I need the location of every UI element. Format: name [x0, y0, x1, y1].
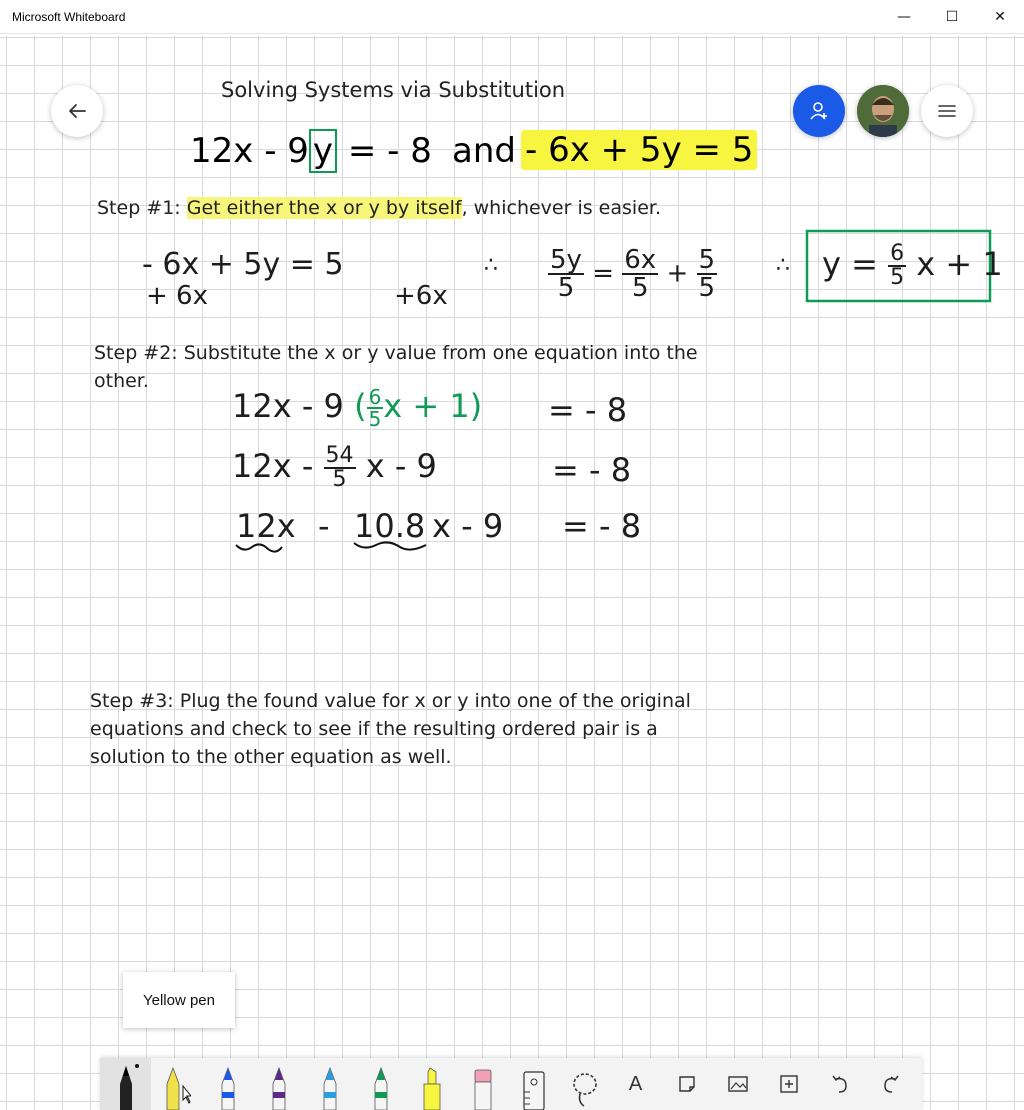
- fraction-numerator: 5y: [550, 245, 582, 275]
- fraction-denominator: 5: [332, 467, 347, 492]
- minimize-button[interactable]: —: [897, 8, 911, 25]
- fraction-denominator: 5: [557, 273, 575, 303]
- pen-tooltip: Yellow pen: [123, 972, 235, 1028]
- step-1-rest: , whichever is easier.: [461, 197, 661, 219]
- green-pen-icon: [371, 1062, 391, 1110]
- step-2-text: Step #2: Substitute the x or y value from one equation into the other.: [94, 342, 698, 392]
- line-1-open-paren: (: [354, 387, 367, 425]
- undo-icon: [830, 1074, 850, 1094]
- step-2-line-1: [232, 387, 482, 429]
- redo-icon: [881, 1074, 901, 1094]
- image-icon: [727, 1074, 749, 1094]
- avatar[interactable]: [857, 85, 909, 137]
- eraser-icon: [472, 1062, 494, 1110]
- line-1-substituted: x + 1): [383, 387, 483, 425]
- lasso-select-tool[interactable]: [559, 1058, 610, 1110]
- eraser-tool[interactable]: [457, 1058, 508, 1110]
- sticky-note-tool[interactable]: [661, 1058, 712, 1110]
- black-pen-icon: [116, 1062, 136, 1110]
- fraction-54-over-5: [324, 445, 356, 491]
- purple-pen-icon: [269, 1062, 289, 1110]
- hamburger-icon: [936, 100, 958, 122]
- result-right: x + 1: [916, 245, 1003, 283]
- ruler-tool[interactable]: [508, 1058, 559, 1110]
- light-blue-pen-tool[interactable]: [304, 1058, 355, 1110]
- equation-1: [190, 131, 432, 171]
- purple-pen-tool[interactable]: [253, 1058, 304, 1110]
- fraction-numerator: 6: [890, 241, 905, 266]
- page-title: Solving Systems via Substitution: [221, 78, 566, 102]
- step-1-rearranged: [548, 247, 717, 301]
- line-3-term-10-8: 10.8: [354, 507, 426, 545]
- fraction-denominator: 5: [698, 273, 716, 303]
- line-2-right: = - 8: [552, 451, 632, 489]
- fraction-denominator: 5: [631, 273, 649, 303]
- selected-dot-icon: [135, 1064, 139, 1068]
- highlighter-icon: [421, 1062, 443, 1110]
- highlighter-tool[interactable]: [406, 1058, 457, 1110]
- window-title: Microsoft Whiteboard: [12, 9, 126, 24]
- fraction-numerator: 54: [325, 443, 354, 468]
- step-1-line-c: +6x: [394, 281, 448, 311]
- whiteboard-canvas[interactable]: [0, 35, 1024, 1110]
- user-photo-icon: [857, 85, 909, 137]
- fraction-numerator: 5: [698, 245, 716, 275]
- line-1-left: 12x - 9: [232, 387, 344, 425]
- equals-sign: =: [592, 258, 614, 289]
- maximize-button[interactable]: ☐: [945, 8, 959, 25]
- solved-for-y: [822, 243, 1003, 289]
- blue-pen-icon: [218, 1062, 238, 1110]
- result-left: y =: [822, 245, 878, 283]
- arrow-left-icon: [66, 100, 88, 122]
- line-3-term-12x: 12x: [236, 507, 296, 545]
- step-1-line-b: + 6x: [146, 281, 208, 311]
- fraction-numerator: 6x: [624, 245, 657, 275]
- plus-sign: +: [666, 258, 689, 289]
- conjunction-text: and: [452, 131, 516, 171]
- step-1-text: [97, 194, 661, 222]
- close-button[interactable]: ✕: [994, 8, 1006, 25]
- light-blue-pen-icon: [320, 1062, 340, 1110]
- menu-button[interactable]: [921, 85, 973, 137]
- step-2-line-2: [232, 445, 437, 491]
- yellow-pen-icon: [163, 1062, 191, 1110]
- add-person-icon: [808, 100, 830, 122]
- green-pen-tool[interactable]: [355, 1058, 406, 1110]
- fraction-denominator: 5: [368, 407, 382, 431]
- fraction-6-over-5: [367, 387, 384, 429]
- line-3-mid: x - 9: [432, 507, 504, 545]
- line-2-mid: x - 9: [365, 447, 437, 485]
- equation-1-boxed-variable: y: [309, 129, 337, 173]
- step-1-line-a: - 6x + 5y = 5: [142, 247, 344, 282]
- line-1-right: = - 8: [548, 391, 628, 429]
- fraction-numerator: 6: [368, 385, 382, 409]
- step-1-highlight: Get either the x or y by itself: [186, 197, 462, 219]
- therefore-symbol: ∴: [484, 253, 498, 278]
- equation-1-left: 12x - 9: [190, 131, 309, 171]
- line-3-right: = - 8: [562, 507, 642, 545]
- line-2-left: 12x -: [232, 447, 314, 485]
- line-3-minus: -: [318, 507, 330, 545]
- equation-1-right: = - 8: [347, 131, 432, 171]
- ruler-icon: [521, 1062, 547, 1110]
- add-box-icon: [779, 1074, 799, 1094]
- undo-button[interactable]: [814, 1058, 865, 1110]
- step-1-label: Step #1:: [97, 197, 181, 219]
- underline-squiggle-12x: [236, 544, 282, 551]
- note-icon: [677, 1074, 697, 1094]
- fraction-6x-over-5: [622, 247, 658, 301]
- step-3-text: Step #3: Plug the found value for x or y into one of the original equations and check to see if the resulting ordered pair is a solution to the other equation as well.: [90, 690, 691, 768]
- equation-2: - 6x + 5y = 5: [521, 130, 757, 170]
- lasso-icon: [570, 1062, 600, 1110]
- fraction-5y-over-5: [548, 247, 584, 301]
- blue-pen-tool[interactable]: [202, 1058, 253, 1110]
- redo-button[interactable]: [865, 1058, 916, 1110]
- text-tool[interactable]: A: [628, 1072, 643, 1095]
- ink-toolbar: [100, 1058, 922, 1110]
- invite-button[interactable]: [793, 85, 845, 137]
- therefore-symbol: ∴: [776, 253, 790, 278]
- black-pen-tool[interactable]: [100, 1058, 151, 1110]
- yellow-pen-tool[interactable]: [151, 1058, 202, 1110]
- image-tool[interactable]: [712, 1058, 763, 1110]
- title-bar: [0, 0, 1024, 34]
- fraction-6-over-5: [888, 243, 906, 289]
- fraction-5-over-5: [697, 247, 718, 301]
- insert-tool[interactable]: [763, 1058, 814, 1110]
- fraction-denominator: 5: [890, 265, 905, 290]
- back-button[interactable]: [51, 85, 103, 137]
